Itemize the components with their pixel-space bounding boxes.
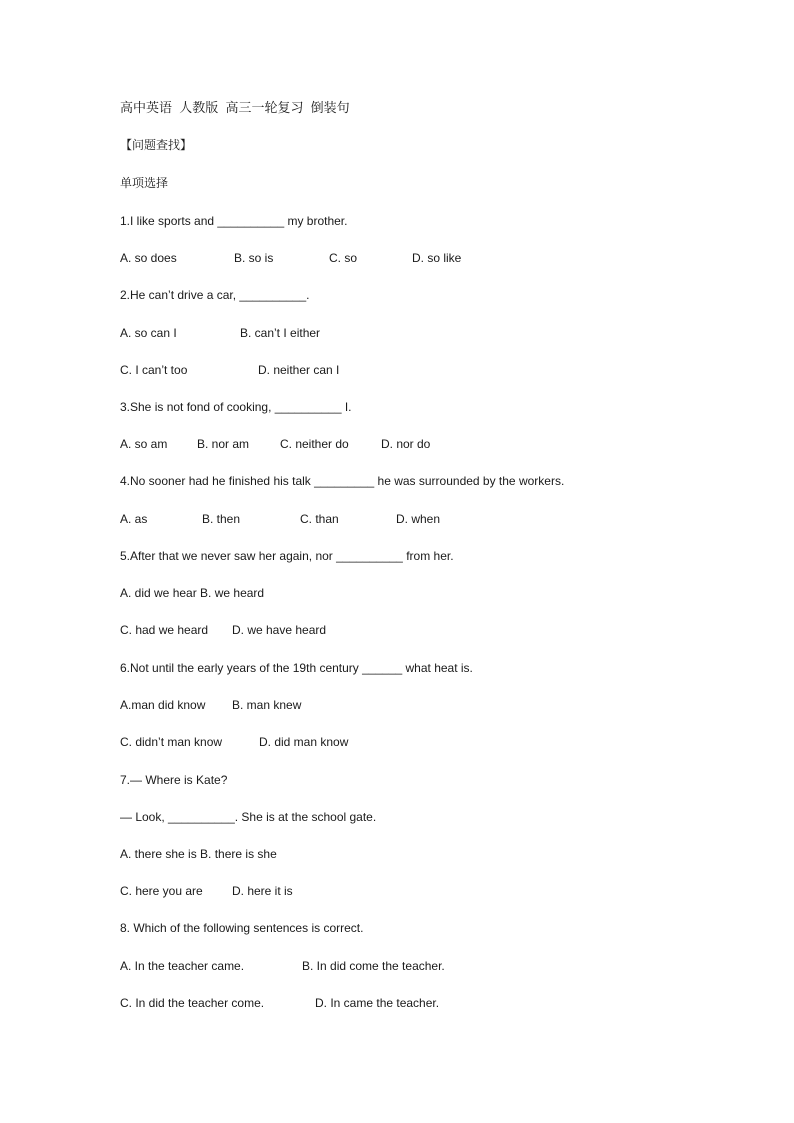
- subsection-heading: 单项选择: [120, 176, 169, 190]
- question-7-stem-reply: — Look, __________. She is at the school gate.: [120, 810, 377, 824]
- question-6-option-d: D. did man know: [259, 735, 349, 749]
- question-3-stem: 3.She is not fond of cooking, __________ I.: [120, 400, 352, 414]
- question-2-stem: 2.He can’t drive a car, __________.: [120, 288, 310, 302]
- question-6-option-a: A.man did know: [120, 698, 206, 712]
- question-5-stem: 5.After that we never saw her again, nor __________ from her.: [120, 549, 454, 563]
- question-5-option-ab: A. did we hear B. we heard: [120, 586, 265, 600]
- question-6-stem: 6.Not until the early years of the 19th century ______ what heat is.: [120, 661, 473, 675]
- question-2-option-d: D. neither can I: [258, 363, 340, 377]
- question-2-option-c: C. I can’t too: [120, 363, 188, 377]
- question-8-option-b: B. In did come the teacher.: [302, 959, 445, 973]
- question-7-stem: 7.— Where is Kate?: [120, 773, 228, 787]
- question-3-option-c: C. neither do: [280, 437, 349, 451]
- question-5-option-c: C. had we heard: [120, 623, 209, 637]
- document-title: 高中英语 人教版 高三一轮复习 倒装句: [120, 100, 350, 115]
- question-7-option-d: D. here it is: [232, 884, 293, 898]
- question-1-option-d: D. so like: [412, 251, 462, 265]
- question-1-option-b: B. so is: [234, 251, 274, 265]
- question-2-option-b: B. can’t I either: [240, 326, 321, 340]
- question-7-option-c: C. here you are: [120, 884, 203, 898]
- question-1-option-a: A. so does: [120, 251, 177, 265]
- question-8-option-c: C. In did the teacher come.: [120, 996, 265, 1010]
- question-8-stem: 8. Which of the following sentences is correct.: [120, 921, 364, 935]
- question-4-option-a: A. as: [120, 512, 148, 526]
- question-4-option-b: B. then: [202, 512, 241, 526]
- question-4-option-d: D. when: [396, 512, 441, 526]
- question-1-option-c: C. so: [329, 251, 358, 265]
- question-6-option-b: B. man knew: [232, 698, 302, 712]
- question-5-option-d: D. we have heard: [232, 623, 327, 637]
- question-8-option-a: A. In the teacher came.: [120, 959, 245, 973]
- question-2-option-a: A. so can I: [120, 326, 177, 340]
- question-1-stem: 1.I like sports and __________ my brother.: [120, 214, 348, 228]
- question-3-option-b: B. nor am: [197, 437, 250, 451]
- question-7-option-ab: A. there she is B. there is she: [120, 847, 277, 861]
- question-6-option-c: C. didn’t man know: [120, 735, 223, 749]
- question-3-option-d: D. nor do: [381, 437, 431, 451]
- question-8-option-d: D. In came the teacher.: [315, 996, 440, 1010]
- section-heading: 【问题查找】: [120, 138, 193, 152]
- question-4-option-c: C. than: [300, 512, 339, 526]
- question-4-stem: 4.No sooner had he finished his talk _________ he was surrounded by the workers.: [120, 474, 565, 488]
- question-3-option-a: A. so am: [120, 437, 168, 451]
